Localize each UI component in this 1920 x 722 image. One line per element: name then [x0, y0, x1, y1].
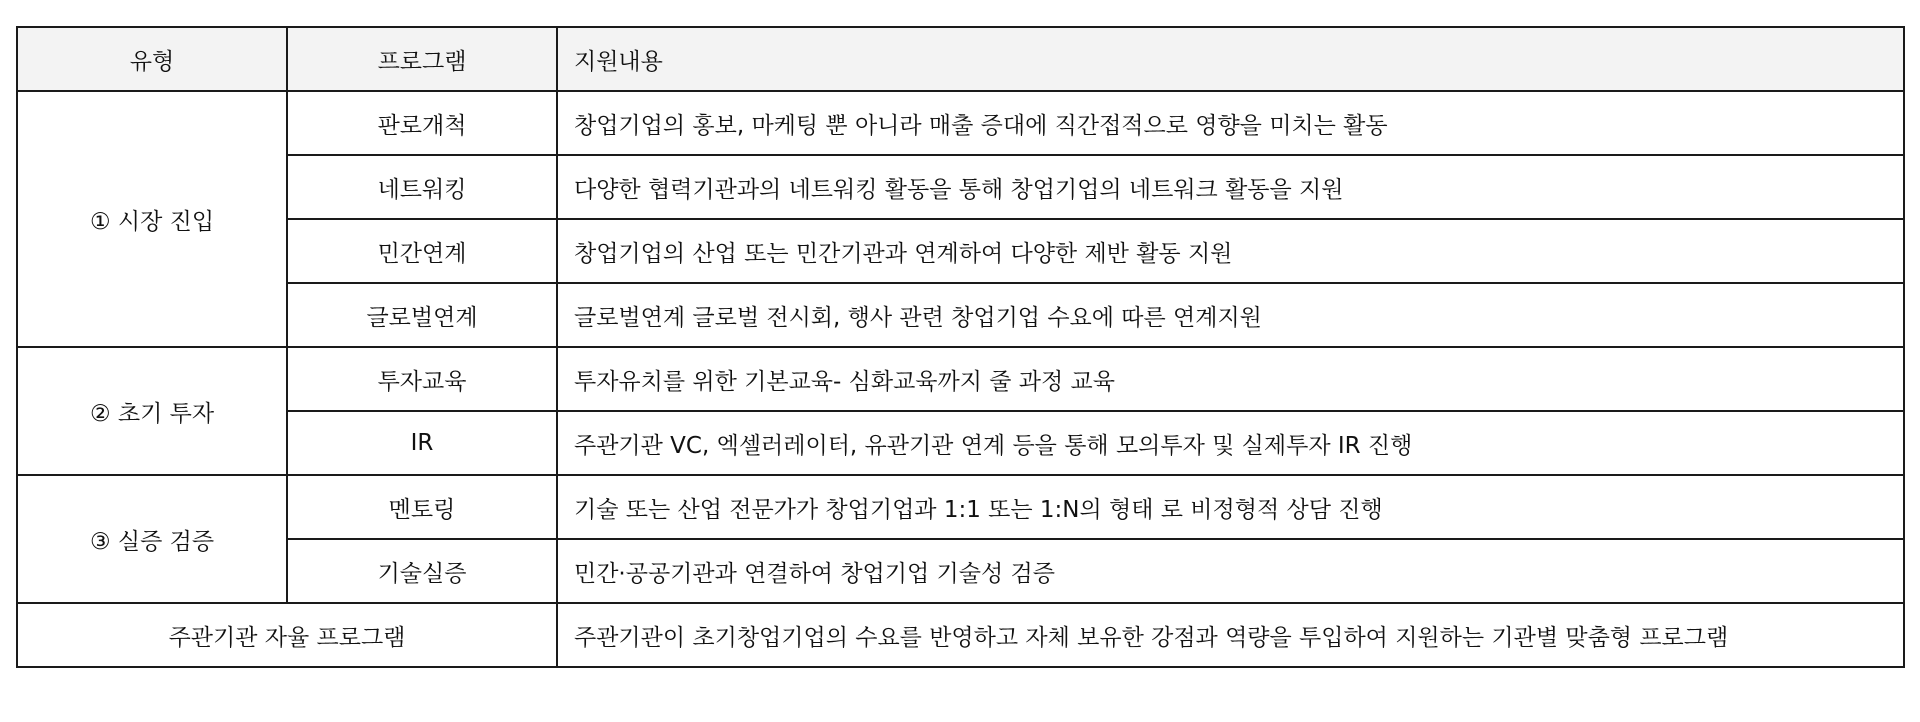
program-table — [16, 26, 1905, 668]
program-cell: 네트워킹 — [287, 155, 557, 219]
content-cell: 투자유치를 위한 기본교육- 심화교육까지 줄 과정 교육 — [557, 347, 1904, 411]
program-cell: 판로개척 — [287, 91, 557, 155]
table-row — [17, 91, 1904, 155]
content-cell: 창업기업의 산업 또는 민간기관과 연계하여 다양한 제반 활동 지원 — [557, 219, 1904, 283]
table-row — [17, 155, 1904, 219]
program-cell: 민간연계 — [287, 219, 557, 283]
content-cell: 다양한 협력기관과의 네트워킹 활동을 통해 창업기업의 네트워크 활동을 지원 — [557, 155, 1904, 219]
category-cell: ① 시장 진입 — [17, 91, 287, 347]
header-program: 프로그램 — [287, 27, 557, 91]
content-cell: 민간·공공기관과 연결하여 창업기업 기술성 검증 — [557, 539, 1904, 603]
category-cell: ② 초기 투자 — [17, 347, 287, 475]
table-row — [17, 475, 1904, 539]
table-row — [17, 539, 1904, 603]
program-cell: 기술실증 — [287, 539, 557, 603]
autonomous-program-label: 주관기관 자율 프로그램 — [17, 603, 557, 667]
content-cell: 글로벌연계 글로벌 전시회, 행사 관련 창업기업 수요에 따른 연계지원 — [557, 283, 1904, 347]
table-row — [17, 347, 1904, 411]
header-type: 유형 — [17, 27, 287, 91]
table-row — [17, 283, 1904, 347]
program-cell: 글로벌연계 — [287, 283, 557, 347]
program-cell: 멘토링 — [287, 475, 557, 539]
table-header-row — [17, 27, 1904, 91]
content-cell: 주관기관 VC, 엑셀러레이터, 유관기관 연계 등을 통해 모의투자 및 실제투자 IR 진행 — [557, 411, 1904, 475]
table-row-autonomous — [17, 603, 1904, 667]
table-row — [17, 219, 1904, 283]
table-row — [17, 411, 1904, 475]
content-cell: 기술 또는 산업 전문가가 창업기업과 1:1 또는 1:N의 형태 로 비정형적 상담 진행 — [557, 475, 1904, 539]
program-cell: 투자교육 — [287, 347, 557, 411]
content-cell: 창업기업의 홍보, 마케팅 뿐 아니라 매출 증대에 직간접적으로 영향을 미치는 활동 — [557, 91, 1904, 155]
category-cell: ③ 실증 검증 — [17, 475, 287, 603]
content-cell: 주관기관이 초기창업기업의 수요를 반영하고 자체 보유한 강점과 역량을 투입하여 지원하는 기관별 맞춤형 프로그램 — [557, 603, 1904, 667]
header-content: 지원내용 — [557, 27, 1904, 91]
program-table-container — [16, 26, 1903, 668]
program-cell: IR — [287, 411, 557, 475]
